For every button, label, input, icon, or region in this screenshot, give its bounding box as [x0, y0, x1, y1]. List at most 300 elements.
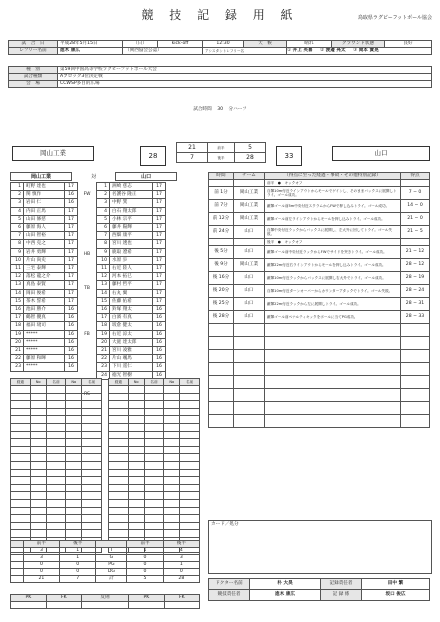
position-label: RS [84, 392, 90, 397]
subs-header: No [30, 379, 46, 386]
home-second-stat: 0 [60, 562, 96, 569]
score-stats-table [10, 540, 200, 583]
log-header-score: 得点 [401, 173, 430, 180]
penalty-table [10, 594, 200, 609]
log-row [209, 298, 430, 311]
label-half: 分ハーフ [228, 107, 247, 112]
player-row [97, 256, 166, 264]
away-first-stat: 0 [127, 555, 163, 562]
stat-label: T [96, 548, 127, 555]
player-number: 14 [97, 289, 110, 297]
player-name: 藤井 陽輝 [110, 224, 153, 232]
player-age: 17 [153, 183, 166, 191]
log-score: 14 − 0 [401, 200, 430, 213]
label-assistant-referee: アシスタントレフリー名 [203, 48, 287, 55]
home-team-name: 岡山工業 [12, 146, 94, 161]
player-number: 23 [11, 363, 24, 371]
player-age: 17 [153, 256, 166, 264]
away-second-stat: 4 [163, 548, 199, 555]
player-age: 17 [65, 232, 78, 240]
player-row [97, 297, 166, 305]
player-age: 16 [153, 314, 166, 322]
player-name: 鈴塚 翔太 [110, 306, 153, 314]
player-name: 藤村 哲平 [110, 281, 153, 289]
log-row [209, 200, 430, 213]
player-name: 鶴智 優真 [24, 314, 65, 322]
player-number: 9 [11, 248, 24, 256]
scoring-log-table [208, 172, 430, 428]
player-row [11, 330, 78, 338]
log-desc: 敵陣ゴール前ペナルティキックをポールに当てPG成功。 [265, 311, 401, 324]
player-name: 落松 龍之介 [24, 273, 65, 281]
player-number: 17 [97, 314, 110, 322]
player-age: 17 [153, 232, 166, 240]
player-row [97, 207, 166, 215]
player-number: 17 [11, 314, 24, 322]
player-age: 17 [65, 224, 78, 232]
log-team: 岡山工業 [234, 200, 265, 213]
log-time: 後 16分 [209, 272, 234, 285]
player-number: 4 [11, 207, 24, 215]
player-name: 河本 拓巳 [110, 273, 153, 281]
player-name: 福田 琉司 [24, 322, 65, 330]
player-number: 12 [97, 273, 110, 281]
player-row [11, 289, 78, 297]
player-age: 17 [153, 265, 166, 273]
player-name: 内田 正馬 [24, 207, 65, 215]
player-number: 10 [97, 256, 110, 264]
player-number: 21 [11, 347, 24, 355]
player-row [11, 248, 78, 256]
player-row [97, 363, 166, 371]
player-row [97, 215, 166, 223]
player-number: 3 [11, 199, 24, 207]
fk-label-1: FK [46, 595, 81, 602]
player-row [97, 232, 166, 240]
player-age: 17 [65, 215, 78, 223]
player-row [11, 297, 78, 305]
subs-header: 経過 [11, 379, 31, 386]
player-age: 17 [153, 224, 166, 232]
player-row [97, 338, 166, 346]
player-age: 16 [65, 306, 78, 314]
log-desc: 敵陣ゴール前左ラインアウトからモールを押し込みトライ。ゴール成功。 [265, 213, 401, 226]
away-player-list [96, 182, 166, 380]
player-number: 24 [97, 371, 110, 379]
log-score: 28 − 33 [401, 311, 430, 324]
player-age: 17 [65, 265, 78, 273]
player-age: 16 [65, 363, 78, 371]
player-name: 真島 泰賢 [24, 281, 65, 289]
player-number: 21 [97, 347, 110, 355]
player-age: 17 [153, 289, 166, 297]
writer-name: 坂口 俊広 [362, 590, 430, 601]
player-number: 7 [11, 232, 24, 240]
player-age: 17 [65, 240, 78, 248]
subs-header: 名前 [180, 379, 200, 386]
away-second-stat: 0 [163, 569, 199, 576]
player-row [11, 256, 78, 264]
away-second-stat: 28 [163, 576, 199, 583]
subs-header: 経過 [109, 379, 129, 386]
match-info-table [8, 40, 432, 55]
log-time: 前 7分 [209, 200, 234, 213]
ar1-no: ① [287, 48, 292, 53]
player-number: 23 [97, 363, 110, 371]
player-name: 右近 涼太 [110, 330, 153, 338]
player-age: 17 [65, 297, 78, 305]
subs-header: No [164, 379, 180, 386]
player-name: ***** [24, 347, 65, 355]
ar2-name: 渡邊 亮太 [325, 48, 346, 53]
log-score: 21 − 5 [401, 226, 430, 239]
player-name: 右近 陸人 [110, 265, 153, 273]
home-second-stat: 0 [60, 569, 96, 576]
position-label: FW [83, 192, 91, 197]
stats-col-away: 後半 [163, 541, 199, 548]
away-team-name: 山口 [332, 146, 430, 161]
label-second-half: 後半 [208, 153, 235, 163]
player-row [97, 191, 166, 199]
player-name: 岩田 仁 [24, 199, 65, 207]
player-name: 右丸 翼 [110, 289, 153, 297]
weather: 晴れ [287, 41, 332, 48]
player-name: 池田 勝介 [24, 306, 65, 314]
player-age: 17 [153, 297, 166, 305]
doctor-name: 朴 大昊 [250, 579, 321, 590]
signature-table [208, 578, 430, 601]
player-row [11, 273, 78, 281]
log-row [209, 285, 430, 298]
log-team: 岡山工業 [234, 259, 265, 272]
player-age: 16 [153, 330, 166, 338]
home-player-list [10, 182, 78, 372]
player-age: 17 [65, 207, 78, 215]
match-time: 30 [217, 107, 224, 112]
label-type: 種 別 [9, 67, 58, 74]
stats-col-away: 前半 [127, 541, 163, 548]
player-row [97, 183, 166, 191]
player-name: 佐藤 佑希 [110, 297, 153, 305]
player-number: 22 [11, 355, 24, 363]
player-age: 16 [65, 330, 78, 338]
player-name: 白石 翔太郎 [110, 207, 153, 215]
label-doctor: ドクター名前 [209, 579, 250, 590]
player-number: 19 [97, 330, 110, 338]
label-referee: レフリー名前 [9, 48, 58, 55]
log-team: 岡山工業 [234, 213, 265, 226]
ar3-no: ③ [353, 48, 358, 53]
player-age: 17 [65, 273, 78, 281]
player-number: 8 [97, 240, 110, 248]
pk-label-1: PK [11, 595, 47, 602]
player-row [11, 265, 78, 273]
home-first-stat: 21 [23, 576, 59, 583]
home-first-stat: 3 [23, 548, 59, 555]
home-second-stat: 1 [60, 548, 96, 555]
player-name: 町野 達也 [24, 183, 65, 191]
ar2-no: ② [320, 48, 325, 53]
player-name: 片山 颯馬 [110, 355, 153, 363]
log-score: 7 − 0 [401, 187, 430, 200]
player-age: 16 [65, 355, 78, 363]
away-first-stat: 0 [127, 562, 163, 569]
player-number: 7 [97, 232, 110, 240]
player-row [11, 338, 78, 346]
pk-label-2: PK [128, 595, 164, 602]
log-desc: 敵陣10m付近ラックからバックスに展開し右大外でトライ。ゴール成功。 [265, 272, 401, 285]
label-round: 試合種類 [9, 74, 58, 81]
player-row [11, 215, 78, 223]
player-age: 17 [153, 273, 166, 281]
player-number: 19 [11, 330, 24, 338]
first-half-kickoff: 前半 ● キックオフ [265, 180, 401, 187]
away-second-stat: 1 [163, 562, 199, 569]
home-first-stat: 3 [23, 555, 59, 562]
player-row [11, 191, 78, 199]
player-name: ***** [24, 363, 65, 371]
player-age: 16 [65, 191, 78, 199]
player-name: 山田 智裕 [24, 232, 65, 240]
player-number: 13 [11, 281, 24, 289]
log-time: 後 5分 [209, 246, 234, 259]
log-row [209, 213, 430, 226]
stats-col-home: 後半 [60, 541, 96, 548]
ar3-name: 岡本 貴晃 [358, 48, 379, 53]
player-name: 山田 修慈 [24, 215, 65, 223]
player-age: 16 [153, 306, 166, 314]
player-name: 大庭 達太郎 [110, 338, 153, 346]
log-row [209, 259, 430, 272]
label-venue: 会 場 [9, 81, 58, 88]
player-age: 17 [65, 281, 78, 289]
away-first-stat: 5 [127, 576, 163, 583]
player-name: 中西 克之 [24, 240, 65, 248]
log-score: 21 − 0 [401, 213, 430, 226]
player-row [97, 199, 166, 207]
player-row [11, 183, 78, 191]
player-number: 16 [97, 306, 110, 314]
player-row [11, 240, 78, 248]
player-row [11, 199, 78, 207]
player-number: 15 [11, 297, 24, 305]
player-name: 藤原 和暉 [24, 355, 65, 363]
player-number: 6 [97, 224, 110, 232]
player-number: 12 [11, 273, 24, 281]
player-number: 18 [11, 322, 24, 330]
player-age: 17 [153, 281, 166, 289]
label-writer: 記 録 係 [321, 590, 362, 601]
label-weather: 天 候 [244, 41, 287, 48]
fk-label-2: FK [164, 595, 199, 602]
player-number: 20 [11, 338, 24, 346]
player-number: 15 [97, 297, 110, 305]
player-row [97, 248, 166, 256]
player-number: 6 [11, 224, 24, 232]
log-desc: 自陣中央付近ラックからバックスに展開し、左大外に回してトライ。ゴール失敗。 [265, 226, 401, 239]
player-row [11, 322, 78, 330]
player-name: 岡田 俊希 [24, 289, 65, 297]
log-desc: 敵陣22m付近右ラインアウトからモールを押し込みトライ。ゴール成功。 [265, 259, 401, 272]
label-match-time: 試合時間 [193, 107, 212, 112]
player-name: 中野 巽 [110, 199, 153, 207]
home-second-stat: 1 [60, 555, 96, 562]
substitutions-away [108, 378, 200, 553]
log-time: 前 1分 [209, 187, 234, 200]
player-age: 17 [153, 240, 166, 248]
away-second-half: 28 [235, 153, 266, 163]
player-row [11, 355, 78, 363]
player-row [11, 314, 78, 322]
ref-official-name: 進木 康広 [250, 590, 321, 601]
ground-condition: 良好 [385, 41, 432, 48]
player-name: 白濱 有真 [110, 314, 153, 322]
home-first-stat: 0 [23, 562, 59, 569]
referee-assoc: （関西協会公認） [123, 48, 203, 55]
log-header-time: 時間 [209, 173, 234, 180]
player-age: 17 [65, 289, 78, 297]
subs-header: 名前 [144, 379, 164, 386]
position-label: HB [83, 252, 91, 257]
player-age: 16 [65, 338, 78, 346]
player-row [11, 281, 78, 289]
player-number: 5 [97, 215, 110, 223]
foul-label: 反則 [81, 595, 128, 602]
player-age: 16 [65, 347, 78, 355]
home-second-stat: 7 [60, 576, 96, 583]
player-name: ***** [24, 338, 65, 346]
lineup-home-team: 岡山工業 [10, 172, 72, 181]
position-label: FB [84, 332, 90, 337]
player-row [97, 347, 166, 355]
log-row [209, 311, 430, 324]
log-team: 山口 [234, 226, 265, 239]
player-age: 17 [65, 248, 78, 256]
player-name: 下川 遥仁 [110, 363, 153, 371]
log-desc: 敵陣22m付近ラックから左に展開しトライ。ゴール成功。 [265, 298, 401, 311]
log-team: 山口 [234, 285, 265, 298]
event-venue: CCWSP多目的広場 [58, 81, 432, 88]
player-name: 西畑 康平 [110, 232, 153, 240]
player-age: 16 [65, 322, 78, 330]
player-number: 13 [97, 281, 110, 289]
player-number: 10 [11, 256, 24, 264]
log-row [209, 187, 430, 200]
player-number: 1 [11, 183, 24, 191]
player-age: 17 [153, 215, 166, 223]
player-row [97, 240, 166, 248]
home-first-stat: 0 [23, 569, 59, 576]
label-recorder: 記録責任者 [321, 579, 362, 590]
player-age: 16 [153, 363, 166, 371]
organization-name: 鳥取県ラグビーフットボール協会 [357, 15, 432, 21]
player-name: 宮川 透也 [110, 240, 153, 248]
page-title: 競 技 記 録 用 紙 [141, 8, 299, 22]
position-label: TB [84, 286, 90, 291]
player-age: 17 [153, 191, 166, 199]
player-row [11, 363, 78, 371]
log-time: 前 12分 [209, 213, 234, 226]
player-row [97, 273, 166, 281]
label-ref-official: 競技責任者 [209, 590, 250, 601]
player-number: 4 [97, 207, 110, 215]
substitutions-home [10, 378, 102, 553]
log-row [209, 272, 430, 285]
player-name: ***** [24, 330, 65, 338]
log-time: 後 9分 [209, 259, 234, 272]
log-time: 後 25分 [209, 298, 234, 311]
player-name: 三宅 泰輝 [24, 265, 65, 273]
player-name: 坂倉 健太 [110, 322, 153, 330]
label-match-date: 試 合 日 [9, 41, 58, 48]
player-row [97, 355, 166, 363]
lineup-away-team: 山口 [115, 172, 177, 181]
player-name: 藤原 海人 [24, 224, 65, 232]
player-age: 16 [153, 322, 166, 330]
player-number: 20 [97, 338, 110, 346]
log-team: 山口 [234, 311, 265, 324]
player-number: 14 [11, 289, 24, 297]
subs-header: 名前 [46, 379, 66, 386]
player-name: 片山 尚史 [24, 256, 65, 264]
player-age: 16 [153, 355, 166, 363]
player-age: 17 [153, 207, 166, 215]
player-number: 9 [97, 248, 110, 256]
player-name: 徳光 智樹 [110, 371, 153, 379]
cards-box [208, 520, 432, 574]
player-age: 16 [65, 314, 78, 322]
player-age: 17 [65, 256, 78, 264]
player-row [97, 289, 166, 297]
player-row [97, 306, 166, 314]
label-first-half: 前半 [208, 143, 235, 153]
stat-label: 計 [96, 576, 127, 583]
player-row [11, 347, 78, 355]
match-date: 平成28年5月15日 [58, 41, 123, 48]
log-team: 山口 [234, 272, 265, 285]
away-second-stat: 3 [163, 555, 199, 562]
player-number: 16 [11, 306, 24, 314]
player-row [97, 322, 166, 330]
player-number: 2 [11, 191, 24, 199]
event-round: Aブロック3位決定戦 [58, 74, 432, 81]
player-row [11, 224, 78, 232]
player-row [97, 330, 166, 338]
player-number: 11 [97, 265, 110, 273]
log-score: 28 − 19 [401, 272, 430, 285]
player-name: 洲崎 慈志 [110, 183, 153, 191]
away-first-stat: 0 [127, 569, 163, 576]
event-table [8, 66, 432, 88]
log-row [209, 226, 430, 239]
player-number: 3 [97, 199, 110, 207]
player-row [97, 314, 166, 322]
player-number: 5 [11, 215, 24, 223]
log-header-team: チーム [234, 173, 265, 180]
subs-header: No [66, 379, 82, 386]
log-desc: 自陣10m付近ターンオーバーからカウンターアタックでトライ。ゴール失敗。 [265, 285, 401, 298]
ar1-name: 井上 英喜 [292, 48, 313, 53]
player-number: 2 [97, 191, 110, 199]
player-row [97, 265, 166, 273]
log-time: 後 28分 [209, 311, 234, 324]
player-row [11, 207, 78, 215]
log-desc: 敵陣ゴール前5m中央付近スクラムからFWで押し込みトライ。ゴール成功。 [265, 200, 401, 213]
event-type: 第59回中国高等学校ラグビーフットボール大会 [58, 67, 432, 74]
player-name: 小林 宗平 [110, 215, 153, 223]
player-age: 16 [153, 347, 166, 355]
player-name: 岩井 勇輝 [24, 248, 65, 256]
